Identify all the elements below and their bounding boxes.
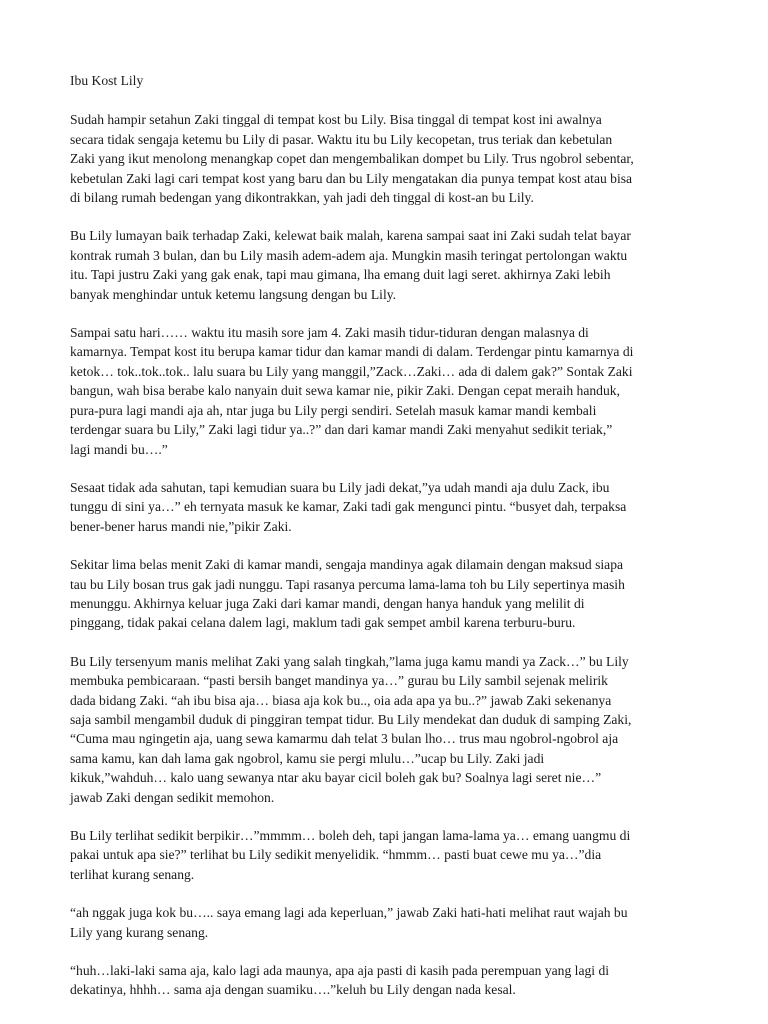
paragraph-9: “huh…laki-laki sama aja, kalo lagi ada maunya, apa aja pasti di kasih pada perempuan yang lagi di dekatinya, hhhh… sama aja dengan suamiku….”keluh bu Lily dengan nada kesal. bbox=[70, 963, 610, 998]
paragraph-5: Sekitar lima belas menit Zaki di kamar mandi, sengaja mandinya agak dilamain dengan maksud siapa tau bu Lily bosan trus gak jadi nunggu. Tapi rasanya percuma lama-lama toh bu Lily sepertinya masih menunggu. Akhirnya keluar juga Zaki dari kamar mandi, dengan hanya handuk yang melilit di pinggang, tidak pakai celana dalem lagi, maklum tadi gak sempet ambil karena terburu-buru. bbox=[70, 557, 625, 631]
paragraph-4: Sesaat tidak ada sahutan, tapi kemudian suara bu Lily jadi dekat,”ya udah mandi aja dulu Zack, ibu tunggu di sini ya…” eh ternyata masuk ke kamar, Zaki tadi gak mengunci pintu. “busyet dah, terpaksa bener-bener harus mandi nie,”pikir Zaki. bbox=[70, 479, 627, 534]
paragraph-1: Sudah hampir setahun Zaki tinggal di tempat kost bu Lily. Bisa tinggal di tempat kost ini awalnya secara tidak sengaja ketemu bu Lily di pasar. Waktu itu bu Lily kecopetan, trus teriak dan kebetulan Zaki yang ikut menolong menangkap copet dan mengembalikan dompet bu Lily. Trus ngobrol sebentar, kebetulan Zaki lagi cari tempat kost yang baru dan bu Lily mengatakan dia punya tempat kost atau bisa di bilang rumah bedengan yang dikontrakkan, yah jadi deh tinggal di kost-an bu Lily. bbox=[70, 112, 634, 206]
document-title: Ibu Kost Lily bbox=[70, 73, 144, 88]
paragraph-7: Bu Lily terlihat sedikit berpikir…”mmmm… boleh deh, tapi jangan lama-lama ya… emang uangmu di pakai untuk apa sie?” terlihat bu Lily sedikit menyelidik. “hmmm… pasti buat cewe mu ya…”dia terlihat kurang senang. bbox=[70, 828, 631, 882]
document-page bbox=[70, 71, 706, 1019]
paragraph-6: Bu Lily tersenyum manis melihat Zaki yang salah tingkah,”lama juga kamu mandi ya Zack…” bu Lily membuka pembicaraan. “pasti bersih banget mandinya ya…” gurau bu Lily sambil sejenak melirik dada bidang Zaki. “ah ibu bisa aja… biasa aja kok bu.., oia ada apa ya bu..?” jawab Zaki sekenanya saja sambil mengambil duduk di pinggiran tempat tidur. Bu Lily mendekat dan duduk di samping Zaki, “Cuma mau ngingetin aja, uang sewa kamarmu dah telat 3 bulan lho… trus mau ngobrol-ngobrol aja sama kamu, kan dah lama gak ngobrol, kamu sie pergi mlulu…”ucap bu Lily. Zaki jadi kikuk,”wahduh… kalo uang sewanya ntar aku bayar cicil boleh gak bu? Soalnya lagi seret nie…” jawab Zaki dengan sedikit memohon. bbox=[70, 653, 632, 805]
paragraph-8: “ah nggak juga kok bu….. saya emang lagi ada keperluan,” jawab Zaki hati-hati melihat raut wajah bu Lily yang kurang senang. bbox=[70, 905, 628, 940]
paragraph-3: Sampai satu hari…… waktu itu masih sore jam 4. Zaki masih tidur-tiduran dengan malasnya di kamarnya. Tempat kost itu berupa kamar tidur dan kamar mandi di dalam. Terdengar pintu kamarnya di ketok… tok..tok..tok.. lalu suara bu Lily yang manggil,”Zack…Zaki… ada di dalem gak?” Sontak Zaki bangun, wah bisa berabe kalo nanyain duit sewa kamar nie, pikir Zaki. Dengan cepat meraih handuk, pura-pura lagi mandi aja ah, ntar juga bu Lily pergi sendiri. Setelah masuk kamar mandi kembali terdengar suara bu Lily,” Zaki lagi tidur ya..?” dan dari kamar mandi Zaki menyahut sedikit teriak,” lagi mandi bu….” bbox=[70, 325, 634, 457]
paragraph-2: Bu Lily lumayan baik terhadap Zaki, kelewat baik malah, karena sampai saat ini Zaki sudah telat bayar kontrak rumah 3 bulan, dan bu Lily masih adem-adem aja. Mungkin masih teringat pertolongan waktu itu. Tapi justru Zaki yang gak enak, tapi mau gimana, lha emang duit lagi seret. akhirnya Zaki lebih banyak menghindar untuk ketemu langsung dengan bu Lily. bbox=[70, 228, 631, 302]
